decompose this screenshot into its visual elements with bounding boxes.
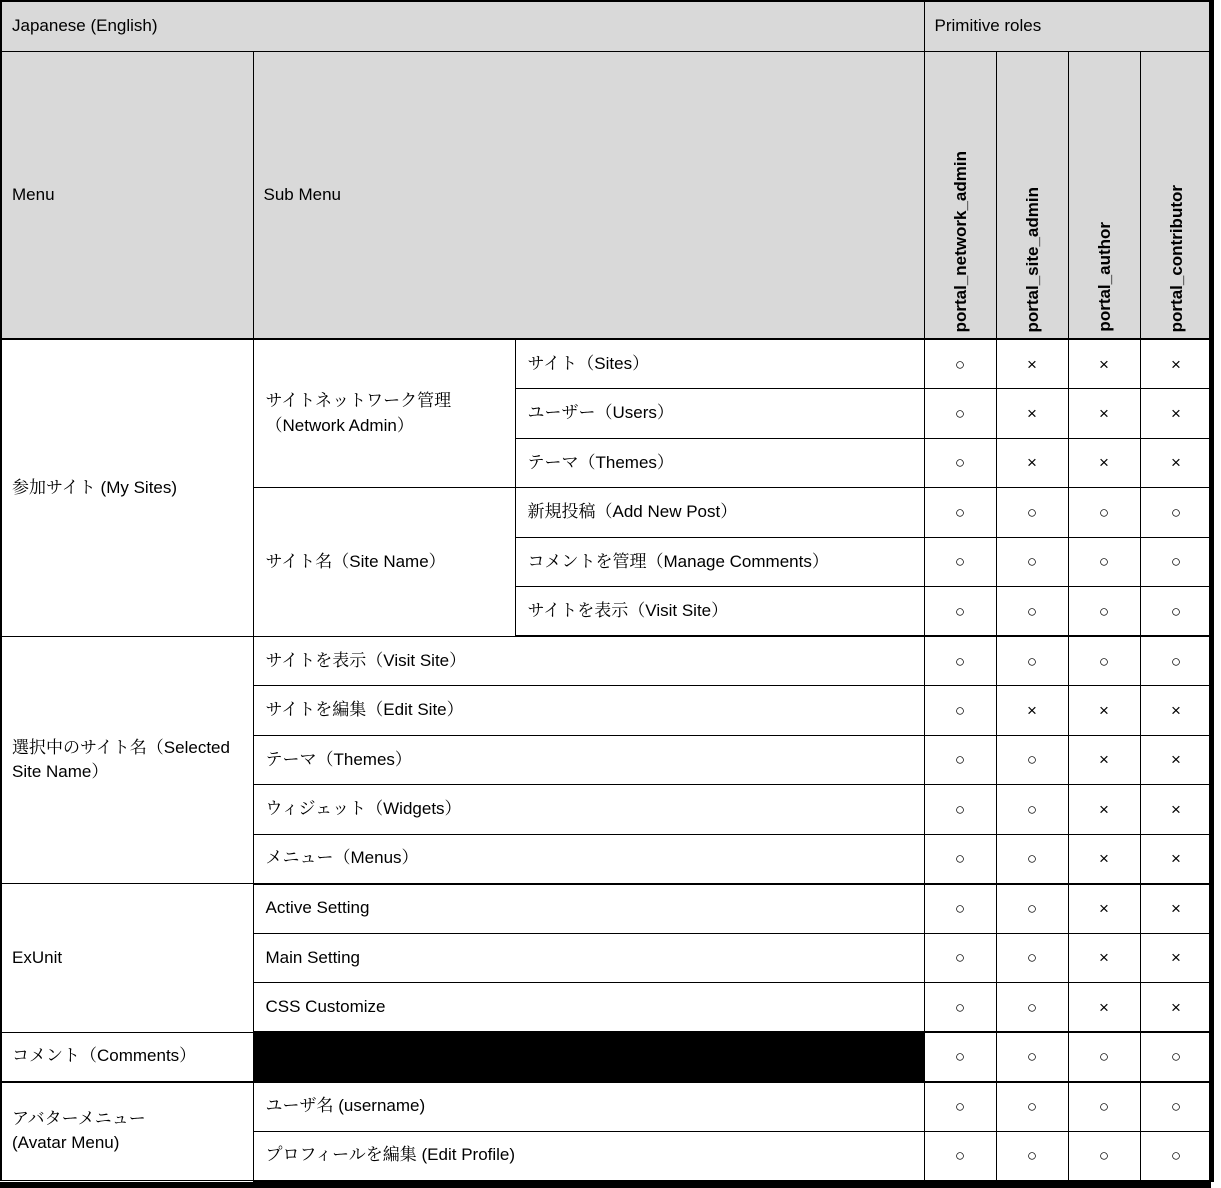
sub-menu-cell: サイトを表示（Visit Site）: [515, 587, 924, 637]
rotated-label-wrapper: [1069, 52, 1140, 338]
permission-mark: ×: [1140, 884, 1212, 934]
table-body: [1, 339, 1212, 1181]
permission-mark: ○: [996, 1131, 1068, 1181]
permission-mark: ○: [1140, 636, 1212, 686]
header-role-portal-author: [1068, 51, 1140, 339]
permission-mark: ○: [924, 1131, 996, 1181]
permission-mark: ×: [1140, 983, 1212, 1033]
table-row: [1, 1082, 1212, 1132]
sub-menu-cell: Main Setting: [253, 933, 924, 983]
sub-menu-cell: 新規投稿（Add New Post）: [515, 488, 924, 538]
permission-mark: ○: [924, 983, 996, 1033]
sub-menu-cell: メニュー（Menus）: [253, 834, 924, 884]
sub-menu-cell: テーマ（Themes）: [253, 735, 924, 785]
permission-mark: ○: [924, 785, 996, 835]
permission-mark: ○: [1140, 1082, 1212, 1132]
menu-cell: コメント（Comments）: [1, 1032, 253, 1082]
permission-mark: ○: [924, 339, 996, 389]
permission-mark: ○: [1068, 1032, 1140, 1082]
header-menu: Menu: [1, 51, 253, 339]
permission-mark: ×: [1068, 735, 1140, 785]
menu-cell: 選択中のサイト名（Selected Site Name）: [1, 636, 253, 884]
permission-mark: ×: [1140, 339, 1212, 389]
permission-mark: ○: [924, 884, 996, 934]
header-role-portal-contributor: [1140, 51, 1212, 339]
rotated-label-wrapper: [997, 52, 1068, 338]
permission-mark: ×: [1068, 983, 1140, 1033]
permission-mark: ×: [1068, 389, 1140, 439]
permission-mark: ○: [996, 488, 1068, 538]
bottom-rule: [0, 1182, 1211, 1188]
permission-mark: ○: [1140, 488, 1212, 538]
rotated-label-wrapper: [1141, 52, 1212, 338]
permission-mark: ○: [996, 636, 1068, 686]
permission-mark: ○: [924, 636, 996, 686]
menu-cell: アバターメニュー (Avatar Menu): [1, 1082, 253, 1181]
permission-mark: ×: [1140, 834, 1212, 884]
sub-menu-cell: ユーザー（Users）: [515, 389, 924, 439]
role-label: portal_contributor: [1166, 184, 1186, 332]
permission-mark: ×: [1068, 884, 1140, 934]
permission-mark: ○: [924, 488, 996, 538]
sub-menu-cell: テーマ（Themes）: [515, 438, 924, 488]
permission-mark: ×: [996, 438, 1068, 488]
sub-menu-cell: Active Setting: [253, 884, 924, 934]
table-row: [1, 636, 1212, 686]
permission-mark: ×: [996, 339, 1068, 389]
permission-mark: ○: [996, 983, 1068, 1033]
table-row: [1, 339, 1212, 389]
permission-mark: ×: [1140, 686, 1212, 736]
permission-mark: ×: [1068, 438, 1140, 488]
role-label: portal_site_admin: [1022, 186, 1042, 332]
permission-mark: ○: [924, 735, 996, 785]
permission-mark: ○: [996, 1082, 1068, 1132]
permission-mark: ×: [1068, 339, 1140, 389]
sub-menu-cell: サイトを編集（Edit Site）: [253, 686, 924, 736]
role-label: portal_network_admin: [950, 150, 970, 332]
role-label: portal_author: [1094, 222, 1114, 332]
sub-menu-group-cell: サイト名（Site Name）: [253, 488, 515, 637]
permission-mark: ○: [1140, 537, 1212, 587]
permission-mark: ○: [996, 735, 1068, 785]
permission-mark: ×: [1068, 933, 1140, 983]
header-sub-menu: Sub Menu: [253, 51, 924, 339]
permission-mark: ○: [996, 785, 1068, 835]
table-header: [1, 1, 1212, 339]
permission-mark: ○: [1068, 488, 1140, 538]
sub-menu-cell: サイト（Sites）: [515, 339, 924, 389]
permission-mark: ○: [1140, 1032, 1212, 1082]
permission-mark: ×: [1140, 438, 1212, 488]
sub-menu-cell: ユーザ名 (username): [253, 1082, 924, 1132]
sub-menu-cell: プロフィールを編集 (Edit Profile): [253, 1131, 924, 1181]
permission-mark: ○: [996, 1032, 1068, 1082]
sub-menu-cell: コメントを管理（Manage Comments）: [515, 537, 924, 587]
permission-mark: ○: [996, 884, 1068, 934]
table-row: [1, 884, 1212, 934]
sub-menu-cell: サイトを表示（Visit Site）: [253, 636, 924, 686]
permission-mark: ×: [1068, 785, 1140, 835]
permission-mark: ○: [924, 1082, 996, 1132]
permission-mark: ×: [1140, 933, 1212, 983]
permission-mark: ×: [1068, 834, 1140, 884]
table-row: [1, 1032, 1212, 1082]
header-role-portal-site-admin: [996, 51, 1068, 339]
permission-mark: ○: [1140, 587, 1212, 637]
permission-mark: ○: [924, 587, 996, 637]
permission-mark: ○: [996, 834, 1068, 884]
permission-mark: ○: [1068, 587, 1140, 637]
sub-menu-cell: ウィジェット（Widgets）: [253, 785, 924, 835]
sub-menu-group-cell: サイトネットワーク管理 （Network Admin）: [253, 339, 515, 488]
redacted-sub-menu-cell: [253, 1032, 924, 1082]
permission-mark: ○: [996, 587, 1068, 637]
permission-mark: ○: [924, 1032, 996, 1082]
permission-mark: ×: [996, 389, 1068, 439]
permission-mark: ○: [1068, 636, 1140, 686]
rotated-label-wrapper: [925, 52, 996, 338]
permission-mark: ○: [1068, 1082, 1140, 1132]
header-group-row: [1, 1, 1212, 51]
permission-mark: ○: [1140, 1131, 1212, 1181]
permission-mark: ○: [924, 933, 996, 983]
menu-cell: ExUnit: [1, 884, 253, 1033]
permission-mark: ○: [1068, 1131, 1140, 1181]
permission-mark: ×: [1140, 785, 1212, 835]
permission-mark: ○: [924, 389, 996, 439]
permission-mark: ○: [924, 438, 996, 488]
header-column-row: [1, 51, 1212, 339]
permission-mark: ○: [924, 686, 996, 736]
permission-mark: ×: [1140, 735, 1212, 785]
permission-mark: ○: [1068, 537, 1140, 587]
permission-mark: ×: [996, 686, 1068, 736]
permission-mark: ○: [924, 834, 996, 884]
menu-cell: 参加サイト (My Sites): [1, 339, 253, 636]
permission-mark: ×: [1068, 686, 1140, 736]
permission-mark: ○: [924, 537, 996, 587]
permission-mark: ○: [996, 933, 1068, 983]
header-primitive-roles: Primitive roles: [924, 1, 1212, 51]
right-rule: [1209, 0, 1214, 1182]
sub-menu-cell: CSS Customize: [253, 983, 924, 1033]
permission-mark: ×: [1140, 389, 1212, 439]
permission-mark: ○: [996, 537, 1068, 587]
header-role-portal-network-admin: [924, 51, 996, 339]
header-japanese-english: Japanese (English): [1, 1, 924, 51]
